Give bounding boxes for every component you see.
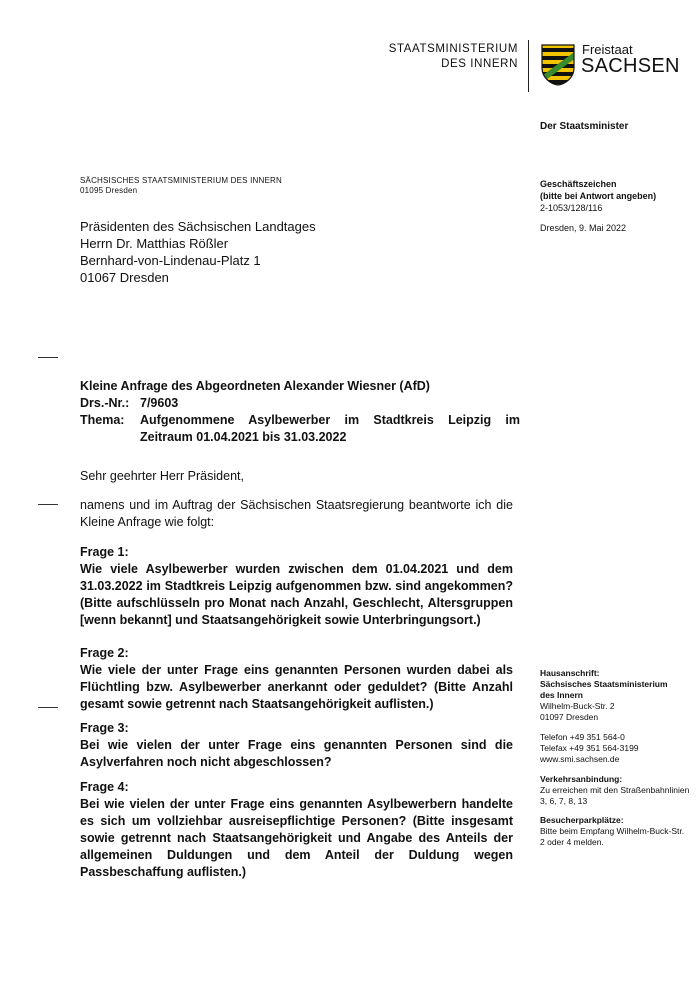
logo-sachsen: SACHSEN <box>581 55 680 77</box>
address-org: des Innern <box>540 690 583 700</box>
website: www.smi.sachsen.de <box>540 754 620 764</box>
question-label: Frage 2: <box>80 646 129 660</box>
question-label: Frage 3: <box>80 721 129 735</box>
address-city: 01097 Dresden <box>540 712 599 722</box>
question-text: Bei wie vielen der unter Frage eins genannten Asylbewerbern handelte es sich um vollziehbar ausreisepflichtige Personen? (Bitte insgesamt sowie getrennt nach Staatsangehörigkeit und Angabe des Anteils der allgemeinen Duldungen und dem Anteil der Duldung wegen Passbeschaffung auflisten.) <box>80 797 513 879</box>
question-3 <box>80 720 513 771</box>
topic-value: Aufgenommene Asylbewerber im Stadtkreis Leipzig im Zeitraum 01.04.2021 bis 31.03.2022 <box>140 413 520 444</box>
reference-label: Geschäftszeichen <box>540 179 617 189</box>
parking-text: Bitte beim Empfang Wilhelm-Buck-Str. 2 oder 4 melden. <box>540 826 685 847</box>
sender-address <box>80 176 282 196</box>
recipient-line: 01067 Dresden <box>80 270 169 285</box>
drs-label: Drs.-Nr.: <box>80 396 130 410</box>
logo-freistaat: Freistaat <box>582 42 633 57</box>
fold-mark <box>38 707 58 708</box>
recipient-address <box>80 218 316 286</box>
question-text: Wie viele Asylbewerber wurden zwischen dem 01.04.2021 und dem 31.03.2022 im Stadtkreis Leipzig aufgenommen bzw. sind angekommen? (Bitte aufschlüsseln pro Monat nach Anzahl, Geschlecht, Altersgruppen [wenn bekannt] und Staatsangehörigkeit sowie Unterbringungsort.) <box>80 562 513 627</box>
transport-label: Verkehrsanbindung: <box>540 774 623 784</box>
fax: Telefax +49 351 564-3199 <box>540 743 639 753</box>
salutation: Sehr geehrter Herr Präsident, <box>80 469 244 483</box>
punch-mark <box>38 504 58 505</box>
reference-block <box>540 178 690 214</box>
question-label: Frage 1: <box>80 545 129 559</box>
question-text: Wie viele der unter Frage eins genannten Personen wurden dabei als Flüchtling bzw. Asylbewerber anerkannt oder geduldet? (Bitte Anzahl gesamt sowie getrennt nach Staatsangehörigkeit auflisten.) <box>80 663 513 711</box>
address-label: Hausanschrift: <box>540 668 600 678</box>
subject-title: Kleine Anfrage des Abgeordneten Alexander Wiesner (AfD) <box>80 379 430 393</box>
reference-value: 2-1053/128/116 <box>540 203 603 213</box>
contact-address <box>540 668 690 723</box>
question-text: Bei wie vielen der unter Frage eins genannten Personen sind die Asylverfahren noch nicht abgeschlossen? <box>80 738 513 769</box>
topic-label: Thema: <box>80 413 125 427</box>
contact-transport <box>540 774 690 807</box>
drs-value: 7/9603 <box>140 396 179 410</box>
sender-line2: 01095 Dresden <box>80 186 138 195</box>
saxony-coat-of-arms-icon <box>541 44 575 86</box>
ministry-name-line1: STAATSMINISTERIUM <box>388 43 518 55</box>
role-title: Der Staatsminister <box>540 121 629 132</box>
transport-text: Zu erreichen mit den Straßenbahnlinien 3, 6, 7, 8, 13 <box>540 785 690 806</box>
letter-date: Dresden, 9. Mai 2022 <box>540 223 627 233</box>
intro-paragraph: namens und im Auftrag der Sächsischen Staatsregierung beantworte ich die Kleine Anfrage wie folgt: <box>80 498 513 529</box>
recipient-line: Bernhard-von-Lindenau-Platz 1 <box>80 253 261 268</box>
reference-note: (bitte bei Antwort angeben) <box>540 191 657 201</box>
contact-telecom <box>540 732 690 765</box>
phone: Telefon +49 351 564-0 <box>540 732 625 742</box>
question-label: Frage 4: <box>80 780 129 794</box>
question-2 <box>80 645 513 713</box>
logo-divider <box>528 40 529 92</box>
sender-line1: SÄCHSISCHES STAATSMINISTERIUM DES INNERN <box>80 176 282 185</box>
parking-label: Besucherparkplätze: <box>540 815 624 825</box>
address-org: Sächsisches Staatsministerium <box>540 679 668 689</box>
fold-mark <box>38 357 58 358</box>
ministry-name <box>380 42 518 72</box>
ministry-name-line2: DES INNERN <box>441 58 518 70</box>
contact-parking <box>540 815 690 848</box>
address-street: Wilhelm-Buck-Str. 2 <box>540 701 615 711</box>
question-4 <box>80 779 513 881</box>
subject-block <box>80 378 520 446</box>
question-1 <box>80 544 513 629</box>
recipient-line: Herrn Dr. Matthias Rößler <box>80 236 229 251</box>
recipient-line: Präsidenten des Sächsischen Landtages <box>80 219 316 234</box>
